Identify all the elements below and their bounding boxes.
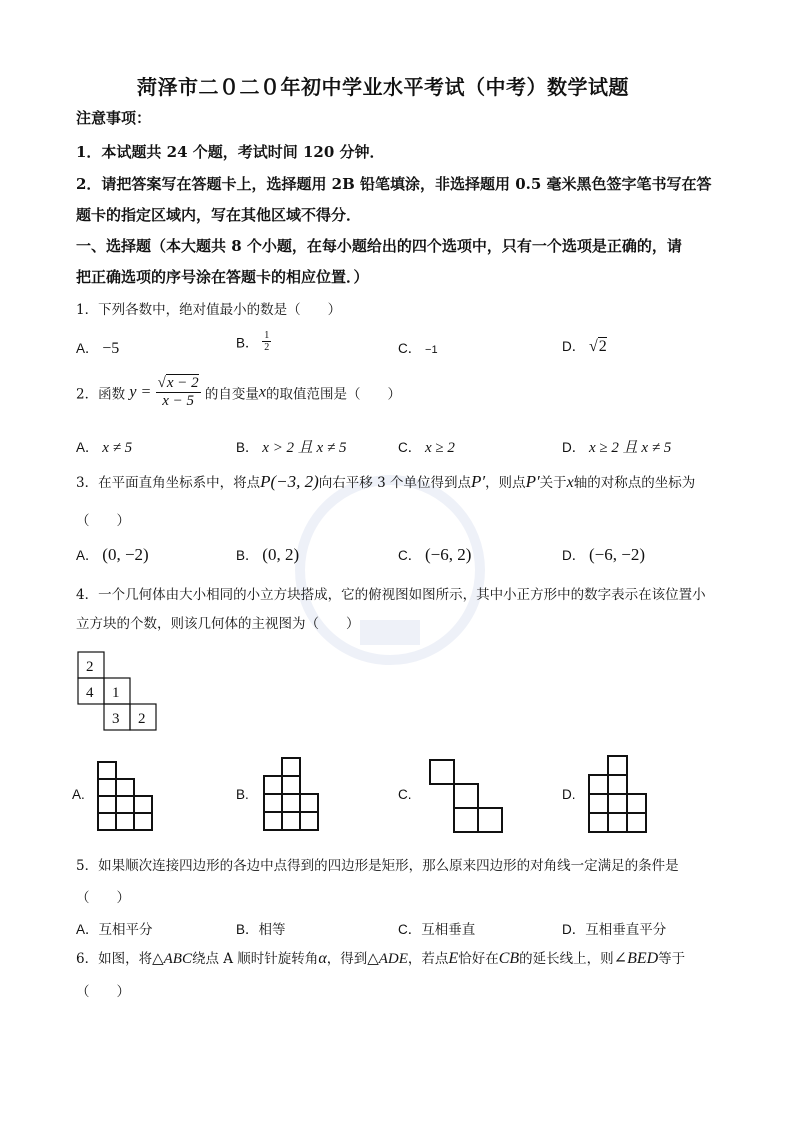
section-1-heading-line2: 把正确选项的序号涂在答题卡的相应位置．） xyxy=(76,268,369,286)
top-view-number: 3 xyxy=(112,711,120,727)
option-value: (−6, −2) xyxy=(589,545,646,564)
sqrt-sign: √ xyxy=(589,338,598,355)
question-4-stem-line2: 立方块的个数，则该几何体的主视图为（ ） xyxy=(76,616,360,632)
q6-mid4: 恰好在 xyxy=(458,951,499,967)
q2-numerator: √x − 2 xyxy=(157,375,199,391)
q6-prefix: 6．如图，将 xyxy=(76,951,153,967)
top-view-number: 1 xyxy=(112,685,120,701)
option-value: 互相垂直 xyxy=(421,922,476,937)
question-5-option-b xyxy=(236,918,286,938)
top-view-number: 2 xyxy=(86,659,94,675)
q2-suffix1: 的自变量 xyxy=(204,386,259,403)
q6-point-e: E xyxy=(448,950,459,967)
question-4-option-d-label: D. xyxy=(562,787,576,802)
question-3-paren: （ ） xyxy=(76,513,130,529)
question-3-option-c xyxy=(398,544,471,565)
option-value: x ≥ 2 且 x ≠ 5 xyxy=(589,440,672,456)
q3-pprime: P′ xyxy=(470,472,486,491)
page-title: 菏泽市二０二０年初中学业水平考试（中考）数学试题 xyxy=(137,75,629,99)
q6-mid2: ，得到 xyxy=(326,951,368,967)
fraction-numerator: 1 xyxy=(264,330,270,341)
question-4-option-a-figure xyxy=(96,760,156,832)
option-value: 互相平分 xyxy=(98,922,153,937)
question-1-option-a xyxy=(76,337,119,358)
question-5-stem: 5．如果顺次连接四边形的各边中点得到的四边形是矩形，那么原来四边形的对角线一定满足的条件是 xyxy=(76,858,679,874)
q6-mid3: ，若点 xyxy=(407,951,449,967)
q6-alpha: α xyxy=(318,950,327,967)
question-2-stem xyxy=(76,375,401,410)
option-label: A． xyxy=(76,922,99,937)
question-4-option-c-label: C. xyxy=(398,787,412,802)
option-value: x > 2 且 x ≠ 5 xyxy=(262,440,347,456)
option-label: B． xyxy=(236,922,259,937)
q3-pprime-2: P′ xyxy=(525,472,540,491)
question-4-option-a-label: A. xyxy=(72,787,85,802)
q6-segment-cb: CB xyxy=(498,950,520,967)
option-label: B． xyxy=(236,335,259,351)
notice-item-1: 1．本试题共 24 个题，考试时间 120 分钟． xyxy=(76,143,385,161)
option-value: (0, −2) xyxy=(102,545,149,564)
question-3-option-b xyxy=(236,544,299,565)
q3-mid: 向右平移 3 个单位得到点 xyxy=(318,475,471,491)
option-label: C． xyxy=(398,922,422,937)
q2-function-y: y = xyxy=(129,383,152,401)
q3-xvar: x xyxy=(566,474,574,491)
question-6-paren: （ ） xyxy=(76,984,130,1000)
option-label: A． xyxy=(76,341,99,356)
question-1-option-c xyxy=(398,337,438,357)
notice-item-2-line1: 2．请把答案写在答题卡上，选择题用 2B 铅笔填涂，非选择题用 0.5 毫米黑色签字笔书写在答 xyxy=(76,175,712,193)
q3-mid3: 关于 xyxy=(539,475,567,491)
watermark-logo xyxy=(290,470,490,670)
q2-fraction xyxy=(156,375,201,410)
question-5-paren: （ ） xyxy=(76,890,130,906)
question-2-option-d xyxy=(562,436,671,457)
radicand: 2 xyxy=(598,338,607,355)
q3-suffix: 轴的对称点的坐标为 xyxy=(573,475,696,491)
option-label: D． xyxy=(562,440,586,455)
q3-point: P(−3, 2) xyxy=(260,472,319,491)
option-value: x ≥ 2 xyxy=(425,440,455,456)
question-1-stem: 1．下列各数中，绝对值最小的数是（ ） xyxy=(76,302,342,318)
question-4-stem-line1: 4．一个几何体由大小相同的小立方块搭成，它的俯视图如图所示，其中小正方形中的数字表示在该位置小 xyxy=(76,587,706,603)
option-label: A． xyxy=(76,548,99,563)
question-5-option-a xyxy=(76,918,153,938)
q2-var: x xyxy=(258,383,267,401)
question-1-option-b xyxy=(236,330,271,353)
option-label: D． xyxy=(562,922,586,937)
option-value: −1 xyxy=(425,344,438,356)
section-1-heading-line1: 一、选择题（本大题共 8 个小题，在每小题给出的四个选项中，只有一个选项是正确的，请 xyxy=(76,237,682,255)
q6-mid1: 绕点 A 顺时针旋转角 xyxy=(191,951,319,967)
option-value: 互相垂直平分 xyxy=(585,922,667,937)
option-value: (−6, 2) xyxy=(425,545,472,564)
fraction xyxy=(262,330,271,353)
question-5-option-c xyxy=(398,918,475,938)
question-4-option-d-figure xyxy=(588,754,650,834)
top-view-number: 4 xyxy=(86,685,94,701)
option-label: C． xyxy=(398,548,422,563)
option-value: 相等 xyxy=(258,922,286,937)
fraction-denominator: 2 xyxy=(264,342,270,353)
q2-denominator: x − 5 xyxy=(162,393,194,409)
question-4-option-b-figure xyxy=(262,756,322,834)
q3-prefix: 3．在平面直角坐标系中，将点 xyxy=(76,475,261,491)
option-label: A． xyxy=(76,440,99,455)
q6-triangle-abc: △ABC xyxy=(152,951,192,967)
q6-suffix: 等于 xyxy=(658,951,686,967)
q6-angle-bed: ∠BED xyxy=(613,950,659,967)
option-value: −5 xyxy=(102,340,120,357)
option-value: x ≠ 5 xyxy=(102,440,133,456)
question-3-stem xyxy=(76,471,695,492)
top-view-number: 2 xyxy=(138,711,146,727)
q6-triangle-ade: △ADE xyxy=(367,951,408,967)
option-label: B． xyxy=(236,548,259,563)
question-2-option-a xyxy=(76,436,132,457)
option-label: C． xyxy=(398,341,422,356)
question-4-option-b-label: B. xyxy=(236,787,249,802)
q2-suffix2: 的取值范围是（ ） xyxy=(266,386,402,403)
question-5-option-d xyxy=(562,918,666,938)
option-label: D． xyxy=(562,548,586,563)
option-label: D． xyxy=(562,339,586,354)
notice-heading: 注意事项： xyxy=(76,109,152,127)
q3-mid2: ，则点 xyxy=(485,475,526,491)
q2-prefix: 2．函数 xyxy=(76,386,126,403)
question-4-option-c-figure xyxy=(428,758,508,834)
option-label: C． xyxy=(398,440,422,455)
notice-item-2-line2: 题卡的指定区域内，写在其他区域不得分． xyxy=(76,206,362,224)
question-6-stem xyxy=(76,947,685,968)
question-2-option-c xyxy=(398,436,455,457)
option-value: (0, 2) xyxy=(262,545,300,564)
question-1-option-d xyxy=(562,335,607,356)
question-3-option-a xyxy=(76,544,149,565)
option-label: B． xyxy=(236,440,259,455)
question-2-option-b xyxy=(236,436,346,457)
q6-mid5: 的延长线上，则 xyxy=(519,951,614,967)
question-3-option-d xyxy=(562,544,645,565)
top-view-figure xyxy=(76,650,166,732)
